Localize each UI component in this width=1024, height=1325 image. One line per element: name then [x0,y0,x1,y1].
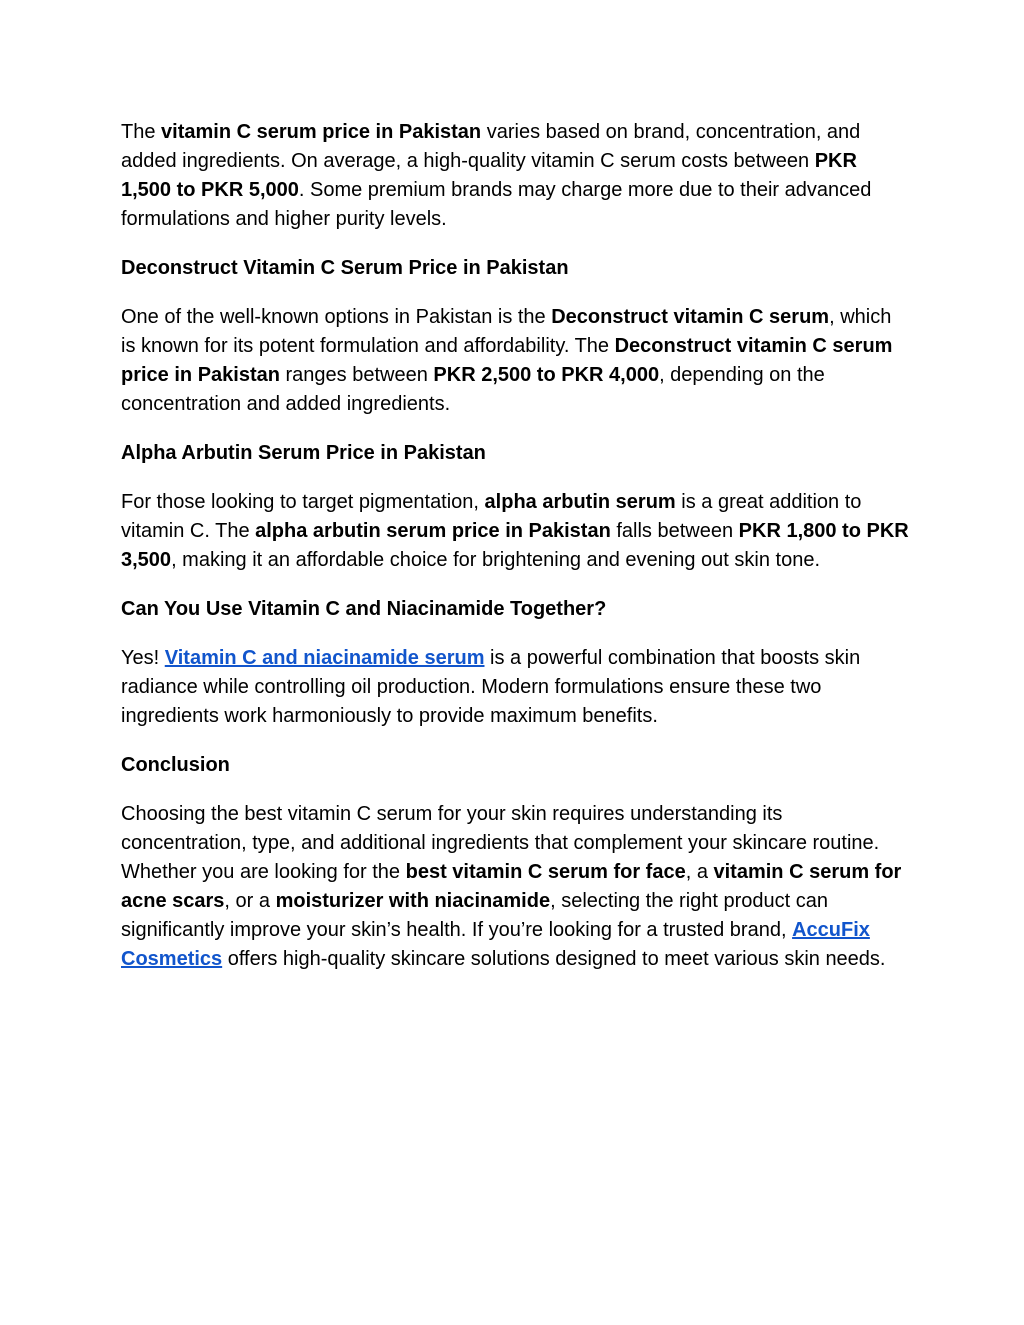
text-run: offers high-quality skincare solutions designed to meet various skin needs. [222,948,886,970]
text-run: One of the well-known options in Pakistan is the [121,306,552,328]
text-run: , which is known for its potent formulation and affordability. The [121,306,892,357]
text-run: , selecting the right product can significantly improve your skin’s health. If you’re looking for a trusted brand, [121,890,829,941]
bold-text: alpha arbutin serum price in Pakistan [255,520,611,542]
text-run: is a great addition to vitamin C. The [121,491,862,542]
document-body [121,118,911,994]
text-run: , a [685,861,714,883]
bold-text: vitamin C serum for acne scars [121,861,902,912]
text-run: is a powerful combination that boosts skin radiance while controlling oil production. Modern formulations ensure these two ingredients work harmoniously to provide maximum benefits. [121,647,861,727]
intro-paragraph [121,118,911,234]
text-run: . Some premium brands may charge more due to their advanced formulations and higher purity levels. [121,179,872,230]
bold-text: PKR 1,500 to PKR 5,000 [121,150,857,201]
text-run: Choosing the best vitamin C serum for your skin requires understanding its concentration, type, and additional ingredients that complement your skincare routine. Whether you are looking for the [121,803,880,883]
text-run: , depending on the concentration and added ingredients. [121,364,825,415]
section-heading-alpha-arbutin: Alpha Arbutin Serum Price in Pakistan [121,442,486,464]
text-run: falls between [610,520,739,542]
section-heading-conclusion: Conclusion [121,754,230,776]
bold-text: PKR 1,800 to PKR 3,500 [121,520,909,571]
bold-text: alpha arbutin serum [484,491,676,513]
bold-text: best vitamin C serum for face [405,861,686,883]
text-run: The [121,121,162,143]
section-heading-niacinamide: Can You Use Vitamin C and Niacinamide Together? [121,598,607,620]
bold-text: PKR 2,500 to PKR 4,000 [433,364,660,386]
text-run: ranges between [279,364,434,386]
text-run: Yes! [121,647,165,669]
text-run: varies based on brand, concentration, and added ingredients. On average, a high-quality vitamin C serum costs between [121,121,861,172]
bold-text: Deconstruct vitamin C serum [551,306,830,328]
bold-text: Deconstruct vitamin C serum price in Pakistan [121,335,893,386]
alpha-arbutin-paragraph [121,488,911,575]
accufix-cosmetics-link[interactable]: AccuFix Cosmetics [121,919,870,970]
text-run: , making it an affordable choice for brightening and evening out skin tone. [171,549,821,571]
niacinamide-paragraph [121,644,911,731]
bold-text: moisturizer with niacinamide [275,890,551,912]
deconstruct-paragraph [121,303,911,419]
niacinamide-serum-link[interactable]: Vitamin C and niacinamide serum [164,647,485,669]
section-heading-deconstruct: Deconstruct Vitamin C Serum Price in Pakistan [121,257,569,279]
text-run: For those looking to target pigmentation, [121,491,485,513]
bold-text: vitamin C serum price in Pakistan [161,121,482,143]
text-run: , or a [224,890,276,912]
conclusion-paragraph [121,800,911,974]
